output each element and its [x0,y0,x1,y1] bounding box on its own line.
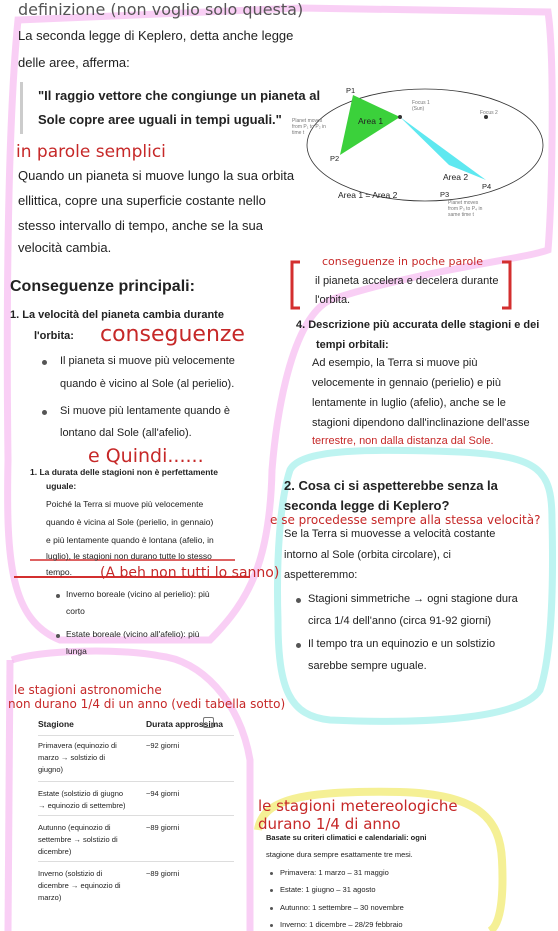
seasons-table [38,713,234,928]
note-line: l'orbita. [315,294,351,306]
meteo-item: Estate: 1 giugno – 31 agosto [280,885,376,894]
copy-icon[interactable] [203,717,214,728]
simple-line: Quando un pianeta si muove lungo la sua orbita [18,168,295,183]
meteo-text: Basate su criteri climatici e calendariali: ogni [266,833,427,842]
area-equality: Area 1 = Area 2 [338,190,398,200]
table-cell: dicembre → equinozio di [38,881,121,890]
simple-line: stesso intervallo di tempo, anche se la sua [18,218,263,233]
bullet [56,634,60,638]
handwritten-conseguenze: conseguenze [100,322,245,347]
bullet-text: Il tempo tra un equinozio e un solstizio [308,638,496,650]
question-text: intorno al Sole (orbita circolare), ci [284,549,451,561]
consequence-item: 1. La velocità del pianeta cambia durante [10,309,224,321]
quindi-text: quando è vicina al Sole (perielio, in gennaio) [46,517,214,527]
focus2-label: Focus 2 [480,110,498,116]
question-title: seconda legge di Keplero? [284,498,450,513]
note-title: conseguenze in poche parole [322,255,484,268]
p4-label: P4 [482,182,492,191]
planet-moves-label: Planet moves from P₁ to P₂ in time t [292,118,326,136]
table-cell: ~92 giorni [146,741,180,750]
bullet-text: lontano dal Sole (all'afelio). [60,427,192,439]
table-cell: ~94 giorni [146,789,180,798]
bullet-text: lunga [66,646,87,656]
item4-text: stagioni dipendono dall'inclinazione dell'asse [312,417,530,429]
meteo-item: Autunno: 1 settembre – 30 novembre [280,903,404,912]
bullet [296,598,301,603]
table-cell: ~89 giorni [146,869,180,878]
handwritten-note: (A beh non tutti lo sanno) [100,565,280,581]
p2-label: P2 [330,154,340,163]
bullet-text: circa 1/4 dell'anno (circa 91-92 giorni) [308,615,492,627]
item4-text: terrestre, non dalla distanza dal Sole. [312,435,494,447]
red-question: e se procedesse sempre alla stessa velocità? [270,513,541,527]
focus-label: Focus 1 (Sun) [412,100,430,112]
bullet-text: Il pianeta si muove più velocemente [60,355,235,367]
simple-title: in parole semplici [16,142,166,162]
planet-moves-label: Planet moves from P₃ to P₄ in same time t [448,200,483,218]
intro-line: La seconda legge di Keplero, detta anche legge [18,28,294,43]
quindi-item: 1. La durata delle stagioni non è perfettamente [30,467,218,477]
area2-label: Area 2 [443,172,469,182]
table-cell: dicembre) [38,847,72,856]
quote-line: "Il raggio vettore che congiunge un pianeta al [38,88,321,103]
meteo-item: Inverno: 1 dicembre – 28/29 febbraio [280,920,403,929]
meteo-title: le stagioni metereologiche [258,797,458,815]
table-cell: Inverno (solstizio di [38,869,103,878]
bullet-text: sarebbe sempre uguale. [308,660,427,672]
table-cell: Estate (solstizio di giugno [38,789,124,798]
item4-text: velocemente in gennaio (perielio) e più [312,377,501,389]
intro-line: delle aree, afferma: [18,55,130,70]
item4-text: lentamente in luglio (afelio), anche se le [312,397,506,409]
simple-line: velocità cambia. [18,240,112,255]
area1-label: Area 1 [358,116,384,126]
table-header: Stagione [38,719,74,729]
bullet [270,889,273,892]
consequence-item: l'orbita: [34,330,74,342]
question-text: aspetteremmo: [284,569,358,581]
bullet-text: Stagioni simmetriche → ogni stagione dura [308,593,518,605]
meteo-title: durano 1/4 di anno [258,815,401,833]
table-cell: settembre → solstizio di [38,835,118,844]
astro-title: non durano 1/4 di un anno (vedi tabella sotto) [8,697,286,711]
bullet [56,594,60,598]
quote-line: Sole copre aree uguali in tempi uguali." [38,112,282,127]
simple-line: ellittica, copre una superficie costante nello [18,193,266,208]
bullet [42,410,47,415]
bullet-text: quando è vicino al Sole (al perielio). [60,378,235,390]
quindi-text: e più lentamente quando è lontana (afelio, in [46,535,214,545]
item4-text: Ad esempio, la Terra si muove più [312,357,478,369]
meteo-text: stagione dura sempre esattamente tre mesi. [266,850,413,859]
question-text: Se la Terra si muovesse a velocità costante [284,528,496,540]
quindi-text: luglio), le stagioni non durano tutte lo stesso [46,551,212,561]
quindi-text: Poiché la Terra si muove più velocemente [46,499,204,509]
item4-title: tempi orbitali: [316,339,389,351]
table-cell: → equinozio di settembre) [38,801,126,810]
item4-title: 4. Descrizione più accurata delle stagioni e dei [296,319,540,331]
meteo-item: Primavera: 1 marzo – 31 maggio [280,868,389,877]
table-cell: Primavera (equinozio di [38,741,117,750]
quindi-text: tempo. [46,567,72,577]
table-cell: marzo → solstizio di [38,753,106,762]
consequences-title: Conseguenze principali: [10,278,195,295]
table-header: Durata approssima [146,719,223,729]
bullet [270,907,273,910]
top-header: definizione (non voglio solo questa) [18,0,304,19]
table-cell: marzo) [38,893,62,902]
bullet [270,924,273,927]
table-cell: Autunno (equinozio di [38,823,111,832]
quindi-title: e Quindi...... [88,445,204,467]
question-title: 2. Cosa ci si aspetterebbe senza la [284,478,498,493]
table-cell: ~89 giorni [146,823,180,832]
p3-label: P3 [440,190,450,199]
bullet-text: corto [66,606,85,616]
quindi-item: uguale: [46,481,77,491]
bullet-text: Si muove più lentamente quando è [60,405,231,417]
astro-title: le stagioni astronomiche [14,683,162,697]
table-cell: giugno) [38,765,64,774]
bullet [42,360,47,365]
bullet [270,872,273,875]
bullet-text: Inverno boreale (vicino al perielio): più [66,589,210,599]
note-line: il pianeta accelera e decelera durante [315,275,499,287]
bullet-text: Estate boreale (vicino all'afelio): più [66,629,200,639]
p1-label: P1 [346,86,356,95]
bullet [296,643,301,648]
